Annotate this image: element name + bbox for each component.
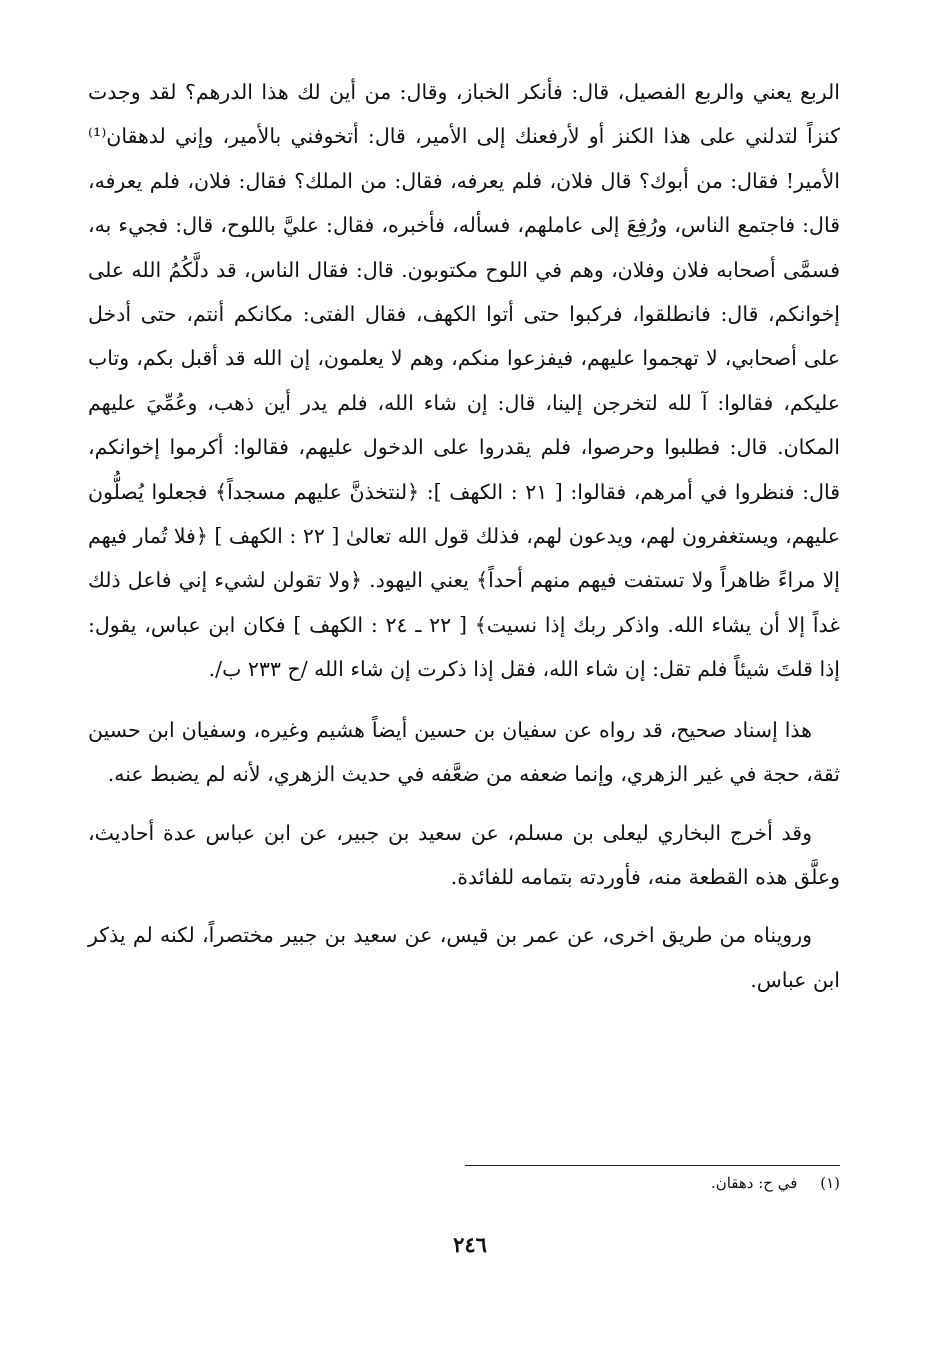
paragraph-bukhari-note: وقد أخرج البخاري ليعلى بن مسلم، عن سعيد بن جبير، عن ابن عباس عدة أحاديث، وعلَّق هذه القطعة منه، فأوردته بتمامه للفائدة.	[88, 820, 840, 889]
footnote-divider	[465, 1165, 840, 1166]
footnote	[480, 1171, 840, 1195]
paragraph-narrative: الربع يعني والربع الفصيل، قال: فأنكر الخباز، وقال: من أين لك هذا الدرهم؟ لقد وجدت كنزاً لتدلني على هذا الكنز أو لأرفعنك إلى الأمير، قال: أتخوفني بالأمير، وإني لدهقان⁽¹⁾ الأمير! فقال: من أبوك؟ قال فلان، فلم يعرفه، فقال: من الملك؟ فقال: فلان، فلم يعرفه، قال: فاجتمع الناس، ورُفِعَ إلى عاملهم، فسأله، فأخبره، فقال: عليَّ باللوح، قال: فجيء به، فسمَّى أصحابه فلان وفلان، وهم في اللوح مكتوبون. قال: فقال الناس، قد دلَّكُمُ الله على إخوانكم، قال: فانطلقوا، فركبوا حتى أتوا الكهف، فقال الفتى: مكانكم أنتم، حتى أدخل على أصحابي، لا تهجموا عليهم، فيفزعوا منكم، وهم لا يعلمون، إن الله قد أقبل بكم، وتاب عليكم، فقالوا: آ لله لتخرجن إلينا، قال: إن شاء الله، فلم يدر أين ذهب، وعُمِّيَ عليهم المكان. قال: فطلبوا وحرصوا، فلم يقدروا على الدخول عليهم، فقالوا: أكرموا إخوانكم، قال: فنظروا في أمرهم، فقالوا: [ ٢١ : الكهف ]: ﴿لنتخذنَّ عليهم مسجداً﴾ فجعلوا يُصلُّون عليهم، ويستغفرون لهم، ويدعون لهم، فذلك قول الله تعالىٰ [ ٢٢ : الكهف ] ﴿فلا تُمار فيهم إلا مراءً ظاهراً ولا تستفت فيهم منهم أحداً﴾ يعني اليهود. ﴿ولا تقولن لشيء إني فاعل ذلك غداً إلا أن يشاء الله. واذكر ربك إذا نسيت﴾ [ ٢٢ ـ ٢٤ : الكهف ] فكان ابن عباس، يقول: إذا قلتَ شيئاً فلم تقل: إن شاء الله، فقل إذا ذكرت إن شاء الله /ح ٢٣٣ ب/.	[88, 80, 841, 682]
paragraph-isnad-note: هذا إسناد صحيح، قد رواه عن سفيان بن حسين أيضاً هشيم وغيره، وسفيان ابن حسين ثقة، حجة في غير الزهري، وإنما ضعفه من ضعَّفه في حديث الزهري، لأنه لم يضبط عنه.	[88, 717, 840, 787]
main-text	[88, 70, 840, 1016]
footnote-text: في ح: دهقان.	[710, 1174, 798, 1192]
page-number: ٢٤٦	[453, 1232, 487, 1257]
paragraph-other-route: ورويناه من طريق اخرى، عن عمر بن قيس، عن سعيد بن جبير مختصراً، لكنه لم يذكر ابن عباس.	[88, 923, 840, 992]
footnote-number: (١)	[820, 1174, 840, 1192]
